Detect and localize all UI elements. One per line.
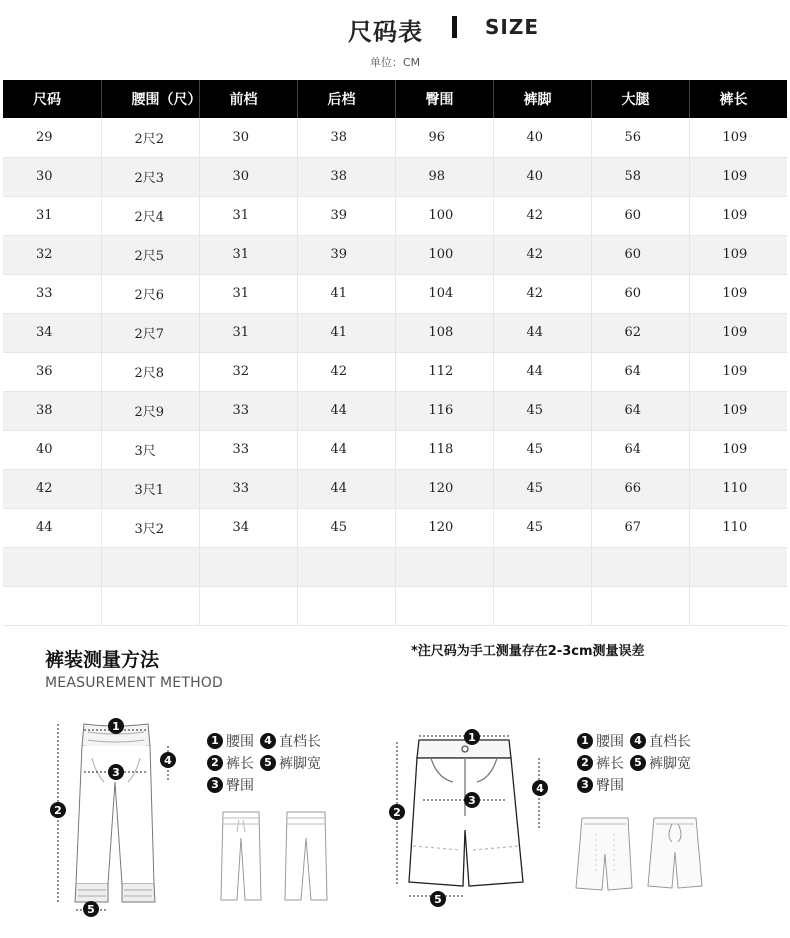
size-table-body: [3, 118, 787, 625]
table-row: [3, 274, 787, 313]
table-cell: 44: [297, 391, 395, 430]
table-cell: 45: [297, 508, 395, 547]
table-cell: 109: [689, 235, 787, 274]
table-cell: 32: [199, 352, 297, 391]
table-row: [3, 469, 787, 508]
table-cell: [395, 586, 493, 625]
table-cell: 109: [689, 274, 787, 313]
table-cell: 109: [689, 430, 787, 469]
table-cell: 110: [689, 508, 787, 547]
table-cell: 62: [591, 313, 689, 352]
table-cell: 39: [297, 196, 395, 235]
table-cell: 41: [297, 274, 395, 313]
table-cell: 66: [591, 469, 689, 508]
page-title: [0, 12, 790, 46]
marker-3: 3: [112, 766, 120, 779]
marker-1: 1: [468, 731, 476, 744]
legend-label: 裤长: [596, 756, 624, 772]
legend-number: 5: [630, 755, 646, 771]
legend-number: 1: [577, 733, 593, 749]
table-cell: 38: [297, 118, 395, 157]
column-header: 裤长: [689, 80, 787, 118]
table-cell: 42: [493, 235, 591, 274]
table-cell: [493, 547, 591, 586]
measurement-subtitle: MEASUREMENT METHOD: [45, 675, 224, 691]
table-row: [3, 157, 787, 196]
table-cell: 116: [395, 391, 493, 430]
table-cell: 44: [297, 430, 395, 469]
table-cell: 40: [493, 118, 591, 157]
table-cell: [3, 547, 101, 586]
table-cell: 109: [689, 196, 787, 235]
shorts-diagram: [383, 726, 555, 912]
column-header: 前档: [199, 80, 297, 118]
table-cell: 41: [297, 313, 395, 352]
table-cell: 33: [3, 274, 101, 313]
column-header: 裤脚: [493, 80, 591, 118]
table-cell: 30: [3, 157, 101, 196]
table-cell: [591, 547, 689, 586]
table-cell: 2尺6: [101, 274, 199, 313]
legend-long-pants: [207, 730, 321, 796]
table-cell: 2尺9: [101, 391, 199, 430]
column-header: 臀围: [395, 80, 493, 118]
legend-label: 臀围: [226, 778, 254, 794]
table-cell: 3尺: [101, 430, 199, 469]
table-cell: [297, 547, 395, 586]
legend-label: 裤脚宽: [279, 756, 321, 772]
legend-label: 直档长: [279, 734, 321, 750]
table-cell: 120: [395, 508, 493, 547]
table-cell: 34: [199, 508, 297, 547]
table-cell: 45: [493, 391, 591, 430]
table-cell: 109: [689, 352, 787, 391]
table-cell: 31: [199, 313, 297, 352]
table-cell: 38: [297, 157, 395, 196]
table-row: [3, 508, 787, 547]
table-cell: 44: [3, 508, 101, 547]
table-cell: 34: [3, 313, 101, 352]
size-table-header: [3, 80, 787, 118]
legend-label: 腰围: [226, 734, 254, 750]
unit-label: 单位：CM: [369, 56, 421, 69]
legend-label: 裤脚宽: [649, 756, 691, 772]
table-cell: 100: [395, 196, 493, 235]
legend-number: 1: [207, 733, 223, 749]
table-cell: 2尺5: [101, 235, 199, 274]
long-pants-thumbnails: [215, 808, 340, 906]
table-cell: 96: [395, 118, 493, 157]
marker-4: 4: [536, 782, 544, 795]
table-cell: 42: [297, 352, 395, 391]
table-cell: 109: [689, 313, 787, 352]
table-cell: 42: [3, 469, 101, 508]
table-cell: 30: [199, 118, 297, 157]
table-cell: 45: [493, 430, 591, 469]
table-cell: 100: [395, 235, 493, 274]
column-header: 后档: [297, 80, 395, 118]
legend-shorts: [577, 730, 691, 796]
table-cell: 29: [3, 118, 101, 157]
table-cell: [297, 586, 395, 625]
marker-3: 3: [468, 794, 476, 807]
table-cell: 31: [199, 274, 297, 313]
table-cell: 39: [297, 235, 395, 274]
table-cell: 33: [199, 391, 297, 430]
column-header: 大腿: [591, 80, 689, 118]
legend-label: 臀围: [596, 778, 624, 794]
table-cell: [395, 547, 493, 586]
table-cell: 118: [395, 430, 493, 469]
marker-4: 4: [164, 754, 172, 767]
shorts-thumbnails: [574, 814, 704, 894]
table-cell: 120: [395, 469, 493, 508]
table-cell: 2尺3: [101, 157, 199, 196]
table-cell: 2尺7: [101, 313, 199, 352]
legend-number: 3: [577, 777, 593, 793]
table-cell: 3尺2: [101, 508, 199, 547]
long-pants-diagram: [44, 712, 190, 918]
table-cell: 64: [591, 430, 689, 469]
table-row: [3, 313, 787, 352]
table-row: [3, 391, 787, 430]
table-cell: 31: [3, 196, 101, 235]
table-cell: 44: [493, 352, 591, 391]
table-row: [3, 118, 787, 157]
table-cell: 108: [395, 313, 493, 352]
marker-5: 5: [87, 903, 95, 916]
marker-1: 1: [112, 720, 120, 733]
size-table: [3, 80, 787, 626]
table-cell: 104: [395, 274, 493, 313]
table-cell: 60: [591, 274, 689, 313]
table-cell: 109: [689, 118, 787, 157]
table-cell: [101, 547, 199, 586]
column-header: 尺码: [3, 80, 101, 118]
table-cell: 32: [3, 235, 101, 274]
table-cell: 109: [689, 391, 787, 430]
table-cell: [3, 586, 101, 625]
table-row: [3, 196, 787, 235]
table-cell: 40: [493, 157, 591, 196]
table-cell: 38: [3, 391, 101, 430]
table-cell: 30: [199, 157, 297, 196]
table-cell: 110: [689, 469, 787, 508]
legend-number: 2: [207, 755, 223, 771]
table-cell: 112: [395, 352, 493, 391]
table-cell: 42: [493, 274, 591, 313]
table-cell: 2尺2: [101, 118, 199, 157]
table-cell: 58: [591, 157, 689, 196]
table-row: [3, 430, 787, 469]
table-row: [3, 586, 787, 625]
table-row: [3, 547, 787, 586]
legend-label: 腰围: [596, 734, 624, 750]
legend-number: 2: [577, 755, 593, 771]
legend-number: 4: [630, 733, 646, 749]
title-cn: 尺码表: [348, 18, 423, 46]
marker-2: 2: [54, 804, 62, 817]
table-cell: [689, 547, 787, 586]
table-cell: [689, 586, 787, 625]
table-cell: 33: [199, 469, 297, 508]
table-cell: 60: [591, 235, 689, 274]
table-cell: 40: [3, 430, 101, 469]
table-cell: 64: [591, 391, 689, 430]
table-cell: 98: [395, 157, 493, 196]
legend-label: 直档长: [649, 734, 691, 750]
table-cell: 2尺8: [101, 352, 199, 391]
column-header: 腰围（尺）: [101, 80, 199, 118]
table-cell: 45: [493, 469, 591, 508]
table-cell: 109: [689, 157, 787, 196]
table-cell: [199, 586, 297, 625]
table-cell: 60: [591, 196, 689, 235]
table-cell: 31: [199, 235, 297, 274]
table-cell: 67: [591, 508, 689, 547]
legend-number: 4: [260, 733, 276, 749]
table-cell: 2尺4: [101, 196, 199, 235]
table-cell: 33: [199, 430, 297, 469]
title-divider: [452, 16, 457, 38]
table-row: [3, 235, 787, 274]
table-cell: 3尺1: [101, 469, 199, 508]
marker-2: 2: [393, 806, 401, 819]
title-en: SIZE: [485, 15, 540, 39]
measurement-note: *注尺码为手工测量存在2-3cm测量误差: [411, 644, 645, 659]
table-cell: 36: [3, 352, 101, 391]
legend-number: 5: [260, 755, 276, 771]
table-cell: [591, 586, 689, 625]
table-cell: [493, 586, 591, 625]
table-cell: 45: [493, 508, 591, 547]
table-cell: 56: [591, 118, 689, 157]
table-cell: [199, 547, 297, 586]
table-cell: 64: [591, 352, 689, 391]
table-cell: [101, 586, 199, 625]
table-cell: 31: [199, 196, 297, 235]
legend-label: 裤长: [226, 756, 254, 772]
table-cell: 44: [297, 469, 395, 508]
marker-5: 5: [434, 893, 442, 906]
table-cell: 44: [493, 313, 591, 352]
table-row: [3, 352, 787, 391]
table-cell: 42: [493, 196, 591, 235]
legend-number: 3: [207, 777, 223, 793]
measurement-title: 裤装测量方法: [45, 649, 160, 671]
